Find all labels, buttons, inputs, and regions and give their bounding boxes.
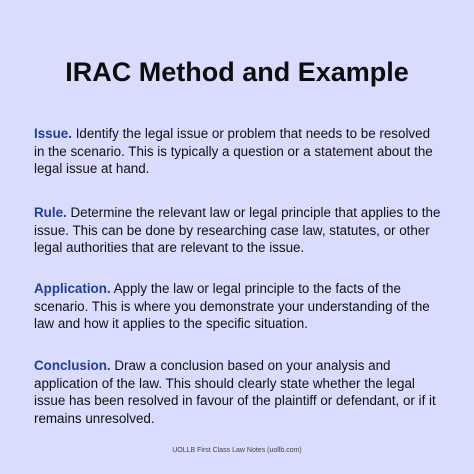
description-conclusion: Draw a conclusion based on your analysis and application of the law. This should clearly state whether the legal issue has been resolved in favour of the plaintiff or defendant, or if it remains unresolved. [34, 358, 436, 426]
description-application: Apply the law or legal principle to the facts of the scenario. This is where you demonstrate your understanding of the law and how it applies to the specific situation. [34, 281, 430, 332]
section-rule [34, 204, 444, 257]
term-issue: Issue. [34, 126, 72, 141]
page-title: IRAC Method and Example [65, 57, 409, 87]
section-issue [34, 125, 444, 178]
footer-credit: UOLLB First Class Law Notes (uollb.com) [172, 447, 302, 454]
term-conclusion: Conclusion. [34, 358, 111, 373]
description-issue: Identify the legal issue or problem that needs to be resolved in the scenario. This is typically a question or a statement about the legal issue at hand. [34, 126, 433, 177]
section-conclusion [34, 357, 444, 427]
term-application: Application. [34, 281, 111, 296]
term-rule: Rule. [34, 205, 67, 220]
description-rule: Determine the relevant law or legal principle that applies to the issue. This can be done by researching case law, statutes, or other legal authorities that are relevant to the issue. [34, 205, 441, 256]
section-application [34, 280, 444, 333]
